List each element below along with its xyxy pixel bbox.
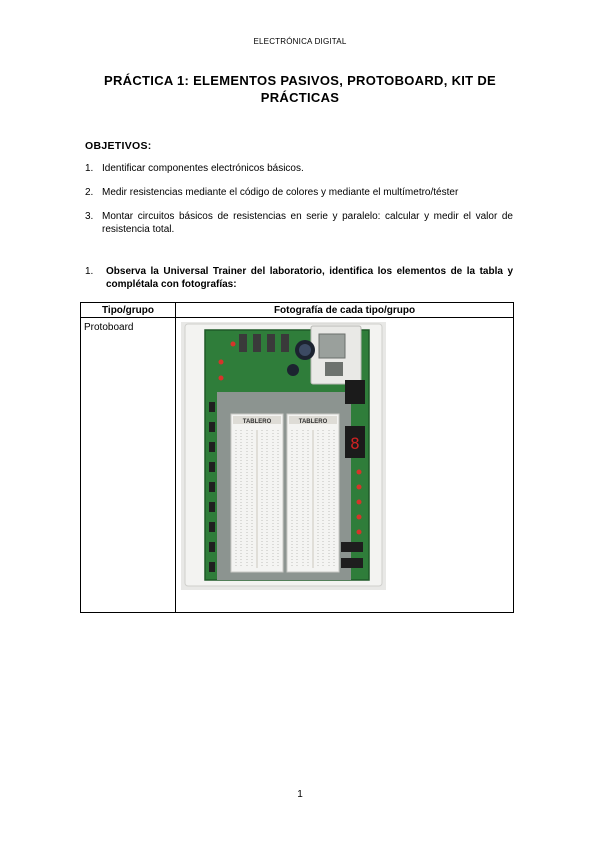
- table-header-row: [81, 303, 514, 318]
- table-row: [81, 318, 514, 613]
- board-label-right: TABLERO: [298, 419, 328, 425]
- objectives-heading: OBJETIVOS:: [85, 140, 152, 152]
- objectives-list: [85, 162, 513, 247]
- cell-photo: [176, 318, 514, 613]
- objective-text: Montar circuitos básicos de resistencias en serie y paralelo: calcular y medir el valor de resistencia total.: [102, 211, 513, 235]
- running-header: ELECTRÓNICA DIGITAL: [253, 37, 347, 46]
- objective-text: Medir resistencias mediante el código de colores y mediante el multímetro/téster: [102, 187, 459, 198]
- list-item: 3. Montar circuitos básicos de resistencias en serie y paralelo: calcular y medir el valor de resistencia total.: [85, 211, 513, 235]
- objective-text: Identificar componentes electrónicos básicos.: [102, 163, 304, 174]
- trainer-photo: [181, 322, 386, 590]
- components-table: [80, 302, 514, 613]
- board-label-left: TABLERO: [242, 419, 272, 425]
- column-header-type: Tipo/grupo: [81, 303, 176, 318]
- svg-text:8: 8: [350, 434, 360, 453]
- question-1: 1. Observa la Universal Trainer del laboratorio, identifica los elementos de la tabla y complétala con fotografías:: [85, 266, 513, 290]
- column-header-photo: Fotografía de cada tipo/grupo: [176, 303, 514, 318]
- list-item: 2. Medir resistencias mediante el código de colores y mediante el multímetro/téster: [85, 187, 459, 198]
- cell-type: Protoboard: [81, 318, 176, 613]
- list-item: 1. Identificar componentes electrónicos básicos.: [85, 163, 304, 174]
- page-number: 1: [297, 789, 303, 800]
- page-title: PRÁCTICA 1: ELEMENTOS PASIVOS, PROTOBOARD, KIT DE PRÁCTICAS: [104, 73, 496, 105]
- question-text: Observa la Universal Trainer del laboratorio, identifica los elementos de la tabla y complétala con fotografías:: [106, 266, 513, 290]
